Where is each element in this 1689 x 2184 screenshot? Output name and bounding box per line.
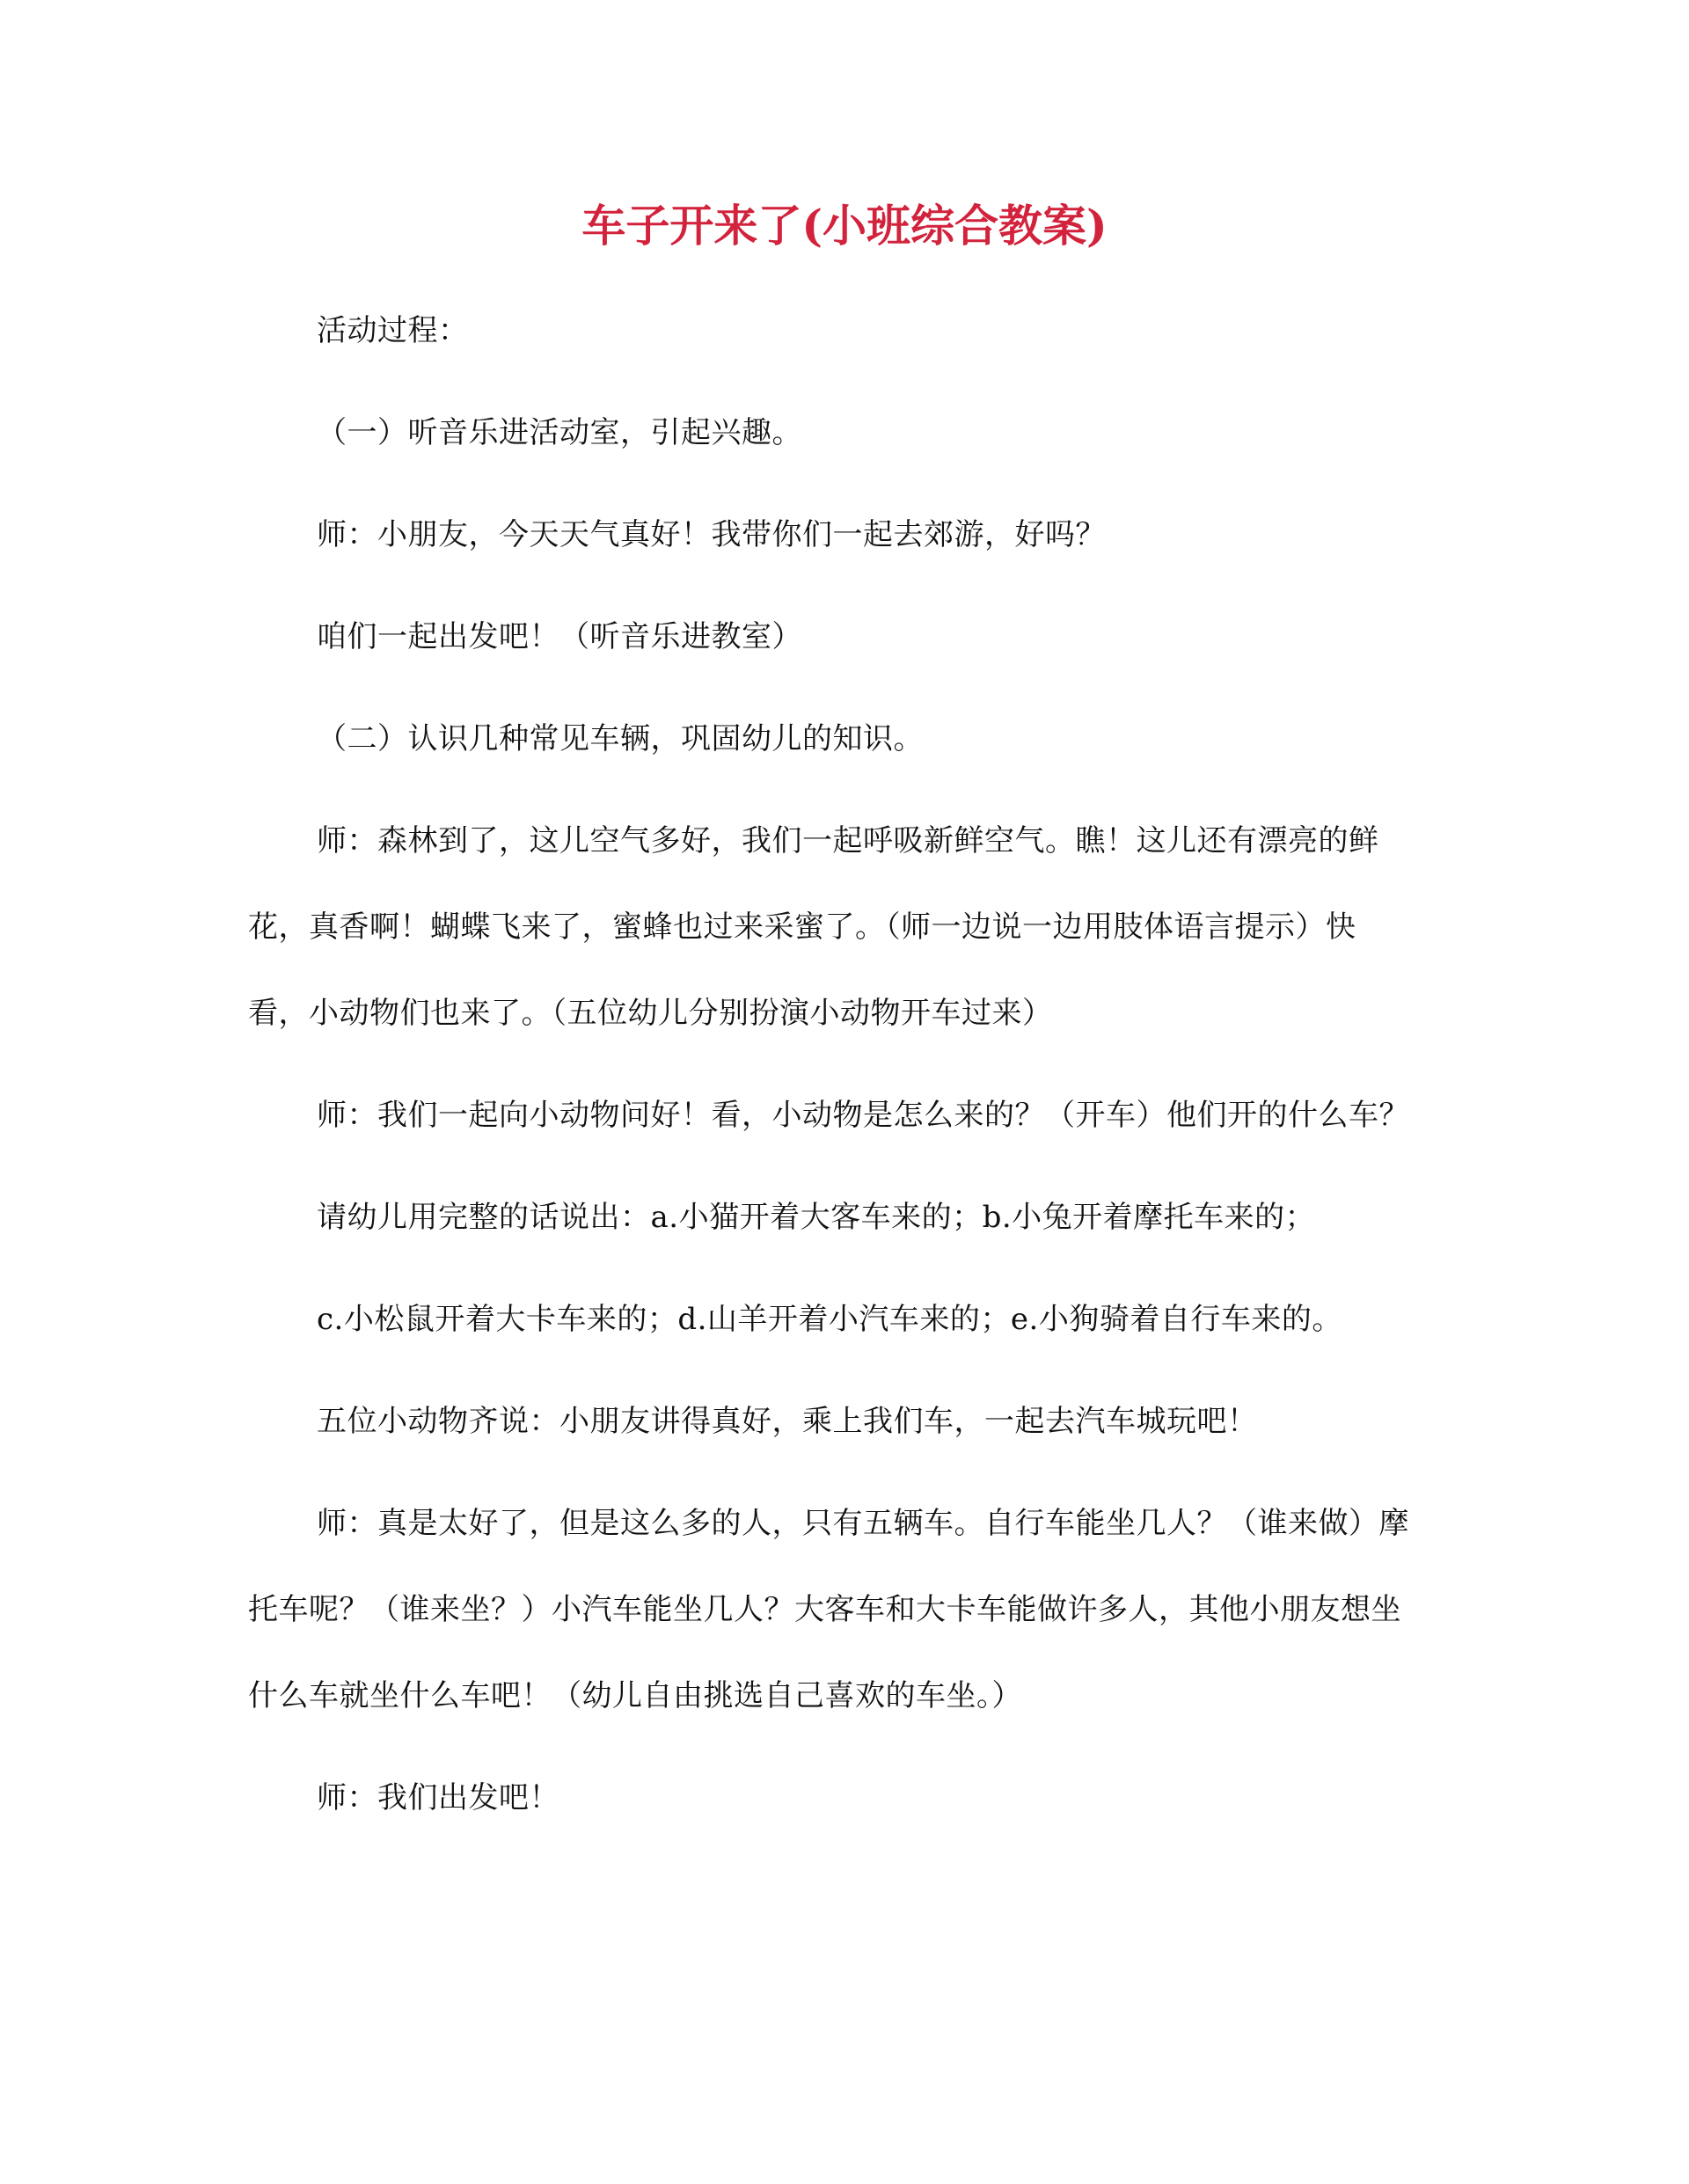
- paragraph-teacher-greeting: 师：小朋友，今天天气真好！我带你们一起去郊游，好吗？: [317, 517, 1106, 552]
- paragraph-forest: 师：森林到了，这儿空气多好，我们一起呼吸新鲜空气。瞧！这儿还有漂亮的鲜花，真香啊！蝴蝶飞来了，蜜蜂也过来采蜜了。（师一边说一边用肢体语言提示）快看，小动物们也来了。（五位幼儿分别扮演小动物开车过来）: [248, 823, 1379, 1031]
- paragraph-activity-process: 活动过程：: [317, 313, 469, 348]
- paragraph-complete-sentences-2: c.小松鼠开着大卡车来的；d.山羊开着小汽车来的；e.小狗骑着自行车来的。: [317, 1302, 1342, 1337]
- paragraph-step-one: （一）听音乐进活动室，引起兴趣。: [317, 415, 802, 450]
- paragraph-set-off: 咱们一起出发吧！（听音乐进教室）: [317, 619, 802, 654]
- paragraph-animals-say: 五位小动物齐说：小朋友讲得真好，乘上我们车，一起去汽车城玩吧！: [317, 1404, 1258, 1439]
- paragraph-complete-sentences-1: 请幼儿用完整的话说出：a.小猫开着大客车来的；b.小兔开着摩托车来的；: [317, 1200, 1316, 1235]
- paragraph-animal-greeting: 师：我们一起向小动物问好！看，小动物是怎么来的？（开车）他们开的什么车？: [317, 1098, 1409, 1133]
- document-body: [248, 288, 1409, 1857]
- paragraph-step-two: （二）认识几种常见车辆，巩固幼儿的知识。: [317, 721, 924, 756]
- document-title: 车子开来了(小班综合教案): [581, 200, 1108, 252]
- paragraph-depart: 师：我们出发吧！: [317, 1780, 559, 1815]
- paragraph-vehicle-seats: 师：真是太好了，但是这么多的人，只有五辆车。自行车能坐几人？（谁来做）摩托车呢？（谁来坐？）小汽车能坐几人？大客车和大卡车能做许多人，其他小朋友想坐什么车就坐什么车吧！（幼儿自由挑选自己喜欢的车坐。）: [248, 1506, 1409, 1713]
